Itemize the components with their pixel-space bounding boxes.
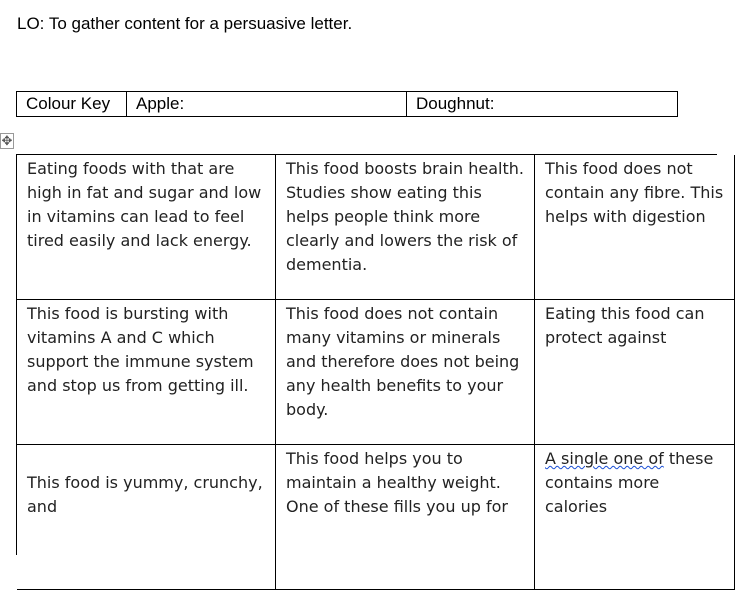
- colour-key-table: [16, 91, 678, 117]
- colour-key-label: Colour Key: [17, 92, 127, 116]
- table-cell[interactable]: This food helps you to maintain a healthy weight. One of these fills you up for: [276, 445, 535, 590]
- doughnut-key-cell[interactable]: Doughnut:: [416, 94, 495, 113]
- table-cell[interactable]: This food does not contain any fibre. This helps with digestion: [535, 155, 735, 300]
- table-cell[interactable]: This food does not contain many vitamins or minerals and therefore does not being any health benefits to your body.: [276, 300, 535, 445]
- cell-text: these contains more calories: [545, 449, 714, 516]
- table-cell[interactable]: This food boosts brain health. Studies show eating this helps people think more clearly and lowers the risk of dementia.: [276, 155, 535, 300]
- apple-key-cell[interactable]: Apple:: [127, 92, 407, 116]
- spellcheck-underlined-text[interactable]: A single one of: [545, 449, 664, 468]
- learning-objective: LO: To gather content for a persuasive letter.: [17, 14, 353, 33]
- table-cell[interactable]: This food is bursting with vitamins A and C which support the immune system and stop us from getting ill.: [17, 300, 276, 445]
- table-move-handle-icon[interactable]: ✥: [1, 134, 13, 149]
- table-cell[interactable]: Eating this food can protect against: [535, 300, 735, 445]
- table-cell[interactable]: This food is yummy, crunchy, and: [17, 445, 276, 590]
- table-cell[interactable]: [535, 445, 735, 590]
- table-cell[interactable]: Eating foods with that are high in fat and sugar and low in vitamins can lead to feel tired easily and lack energy.: [17, 155, 276, 300]
- content-table: [16, 154, 724, 555]
